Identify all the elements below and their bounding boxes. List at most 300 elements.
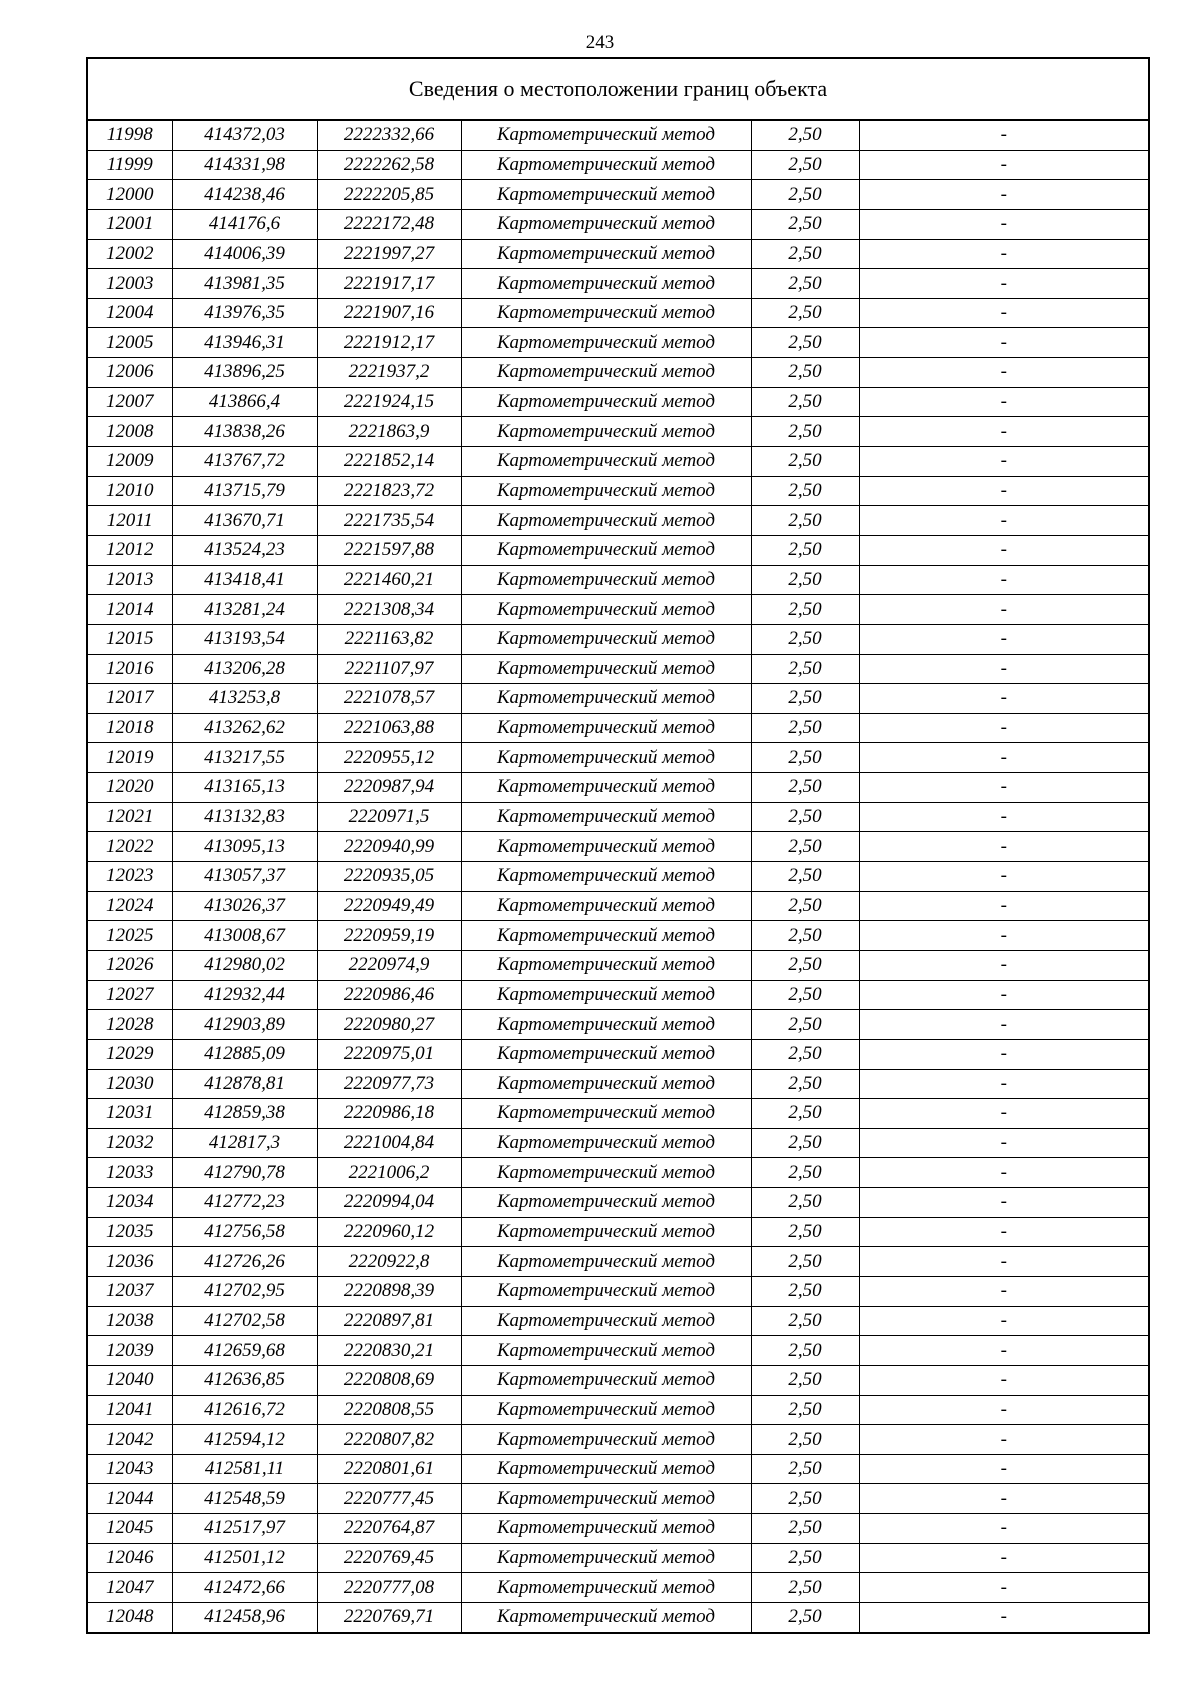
cell-description: -	[859, 120, 1149, 150]
table-row	[87, 684, 1149, 714]
cell-accuracy: 2,50	[751, 684, 859, 714]
table-row	[87, 180, 1149, 210]
cell-point-number: 12042	[87, 1425, 172, 1455]
cell-point-number: 12043	[87, 1454, 172, 1484]
cell-point-number: 12007	[87, 387, 172, 417]
cell-coord-y: 2220769,71	[317, 1603, 461, 1633]
cell-coord-y: 2220980,27	[317, 1010, 461, 1040]
cell-accuracy: 2,50	[751, 1365, 859, 1395]
table-row	[87, 1425, 1149, 1455]
cell-method: Картометрический метод	[461, 209, 751, 239]
table-row	[87, 1276, 1149, 1306]
cell-accuracy: 2,50	[751, 417, 859, 447]
cell-point-number: 12016	[87, 654, 172, 684]
cell-coord-x: 413418,41	[172, 565, 317, 595]
cell-method: Картометрический метод	[461, 1336, 751, 1366]
table-row	[87, 1543, 1149, 1573]
cell-accuracy: 2,50	[751, 328, 859, 358]
cell-accuracy: 2,50	[751, 980, 859, 1010]
cell-accuracy: 2,50	[751, 209, 859, 239]
cell-accuracy: 2,50	[751, 1039, 859, 1069]
cell-method: Картометрический метод	[461, 595, 751, 625]
table-row	[87, 1484, 1149, 1514]
cell-coord-y: 2221597,88	[317, 535, 461, 565]
cell-method: Картометрический метод	[461, 950, 751, 980]
section-title: Сведения о местоположении границ объекта	[87, 58, 1149, 120]
table-row	[87, 921, 1149, 951]
cell-description: -	[859, 565, 1149, 595]
cell-coord-x: 412980,02	[172, 950, 317, 980]
cell-accuracy: 2,50	[751, 862, 859, 892]
cell-method: Картометрический метод	[461, 1365, 751, 1395]
cell-coord-x: 413253,8	[172, 684, 317, 714]
cell-accuracy: 2,50	[751, 447, 859, 477]
cell-description: -	[859, 1514, 1149, 1544]
cell-coord-y: 2222262,58	[317, 150, 461, 180]
cell-method: Картометрический метод	[461, 298, 751, 328]
cell-coord-x: 412859,38	[172, 1099, 317, 1129]
cell-coord-x: 413670,71	[172, 506, 317, 536]
cell-point-number: 12013	[87, 565, 172, 595]
cell-description: -	[859, 1010, 1149, 1040]
table-row	[87, 891, 1149, 921]
table-row	[87, 1069, 1149, 1099]
cell-coord-x: 412903,89	[172, 1010, 317, 1040]
table-row	[87, 802, 1149, 832]
cell-coord-x: 413976,35	[172, 298, 317, 328]
cell-point-number: 12028	[87, 1010, 172, 1040]
cell-description: -	[859, 773, 1149, 803]
cell-accuracy: 2,50	[751, 298, 859, 328]
cell-method: Картометрический метод	[461, 1514, 751, 1544]
cell-description: -	[859, 239, 1149, 269]
cell-method: Картометрический метод	[461, 1069, 751, 1099]
cell-coord-x: 414006,39	[172, 239, 317, 269]
cell-coord-x: 414331,98	[172, 150, 317, 180]
table-row	[87, 387, 1149, 417]
table-row	[87, 1039, 1149, 1069]
cell-accuracy: 2,50	[751, 506, 859, 536]
cell-coord-y: 2221924,15	[317, 387, 461, 417]
cell-accuracy: 2,50	[751, 1188, 859, 1218]
cell-coord-x: 413132,83	[172, 802, 317, 832]
table-row	[87, 120, 1149, 150]
cell-accuracy: 2,50	[751, 950, 859, 980]
cell-description: -	[859, 832, 1149, 862]
cell-coord-x: 413206,28	[172, 654, 317, 684]
cell-coord-x: 412458,96	[172, 1603, 317, 1633]
cell-description: -	[859, 447, 1149, 477]
cell-description: -	[859, 1365, 1149, 1395]
cell-accuracy: 2,50	[751, 150, 859, 180]
cell-coord-x: 412772,23	[172, 1188, 317, 1218]
cell-accuracy: 2,50	[751, 1454, 859, 1484]
cell-coord-y: 2220801,61	[317, 1454, 461, 1484]
cell-description: -	[859, 1603, 1149, 1633]
cell-accuracy: 2,50	[751, 1543, 859, 1573]
cell-coord-y: 2221917,17	[317, 269, 461, 299]
cell-method: Картометрический метод	[461, 180, 751, 210]
cell-accuracy: 2,50	[751, 1514, 859, 1544]
cell-point-number: 12009	[87, 447, 172, 477]
cell-point-number: 12026	[87, 950, 172, 980]
table-row	[87, 506, 1149, 536]
cell-accuracy: 2,50	[751, 1247, 859, 1277]
cell-coord-y: 2220897,81	[317, 1306, 461, 1336]
cell-method: Картометрический метод	[461, 1573, 751, 1603]
cell-method: Картометрический метод	[461, 506, 751, 536]
cell-coord-x: 412501,12	[172, 1543, 317, 1573]
cell-point-number: 12033	[87, 1158, 172, 1188]
cell-coord-y: 2220807,82	[317, 1425, 461, 1455]
table-row	[87, 476, 1149, 506]
cell-description: -	[859, 921, 1149, 951]
cell-coord-x: 412702,58	[172, 1306, 317, 1336]
cell-coord-y: 2220922,8	[317, 1247, 461, 1277]
cell-method: Картометрический метод	[461, 1425, 751, 1455]
cell-description: -	[859, 1425, 1149, 1455]
cell-coord-y: 2221460,21	[317, 565, 461, 595]
cell-coord-y: 2221063,88	[317, 713, 461, 743]
cell-accuracy: 2,50	[751, 1069, 859, 1099]
cell-coord-x: 413026,37	[172, 891, 317, 921]
cell-accuracy: 2,50	[751, 921, 859, 951]
cell-coord-x: 413095,13	[172, 832, 317, 862]
cell-coord-y: 2221006,2	[317, 1158, 461, 1188]
cell-method: Картометрический метод	[461, 1247, 751, 1277]
cell-description: -	[859, 417, 1149, 447]
cell-point-number: 12012	[87, 535, 172, 565]
cell-coord-x: 412885,09	[172, 1039, 317, 1069]
cell-coord-y: 2220994,04	[317, 1188, 461, 1218]
cell-method: Картометрический метод	[461, 417, 751, 447]
cell-coord-x: 412581,11	[172, 1454, 317, 1484]
cell-coord-y: 2222205,85	[317, 180, 461, 210]
cell-description: -	[859, 1276, 1149, 1306]
cell-coord-x: 412594,12	[172, 1425, 317, 1455]
cell-method: Картометрический метод	[461, 1158, 751, 1188]
cell-point-number: 12023	[87, 862, 172, 892]
cell-method: Картометрический метод	[461, 387, 751, 417]
cell-coord-y: 2220777,45	[317, 1484, 461, 1514]
cell-method: Картометрический метод	[461, 1010, 751, 1040]
cell-accuracy: 2,50	[751, 565, 859, 595]
cell-description: -	[859, 684, 1149, 714]
cell-coord-x: 413866,4	[172, 387, 317, 417]
cell-method: Картометрический метод	[461, 1543, 751, 1573]
cell-accuracy: 2,50	[751, 358, 859, 388]
cell-coord-y: 2221912,17	[317, 328, 461, 358]
table-row	[87, 713, 1149, 743]
table-row	[87, 358, 1149, 388]
table-row	[87, 447, 1149, 477]
cell-description: -	[859, 535, 1149, 565]
cell-coord-x: 413262,62	[172, 713, 317, 743]
cell-point-number: 12017	[87, 684, 172, 714]
cell-description: -	[859, 802, 1149, 832]
cell-description: -	[859, 1573, 1149, 1603]
cell-method: Картометрический метод	[461, 476, 751, 506]
cell-description: -	[859, 1247, 1149, 1277]
cell-coord-x: 413193,54	[172, 624, 317, 654]
cell-coord-x: 414238,46	[172, 180, 317, 210]
cell-point-number: 12018	[87, 713, 172, 743]
cell-coord-y: 2220898,39	[317, 1276, 461, 1306]
cell-coord-x: 413165,13	[172, 773, 317, 803]
cell-coord-x: 412878,81	[172, 1069, 317, 1099]
table-row	[87, 1128, 1149, 1158]
cell-coord-x: 412756,58	[172, 1217, 317, 1247]
cell-coord-y: 2221004,84	[317, 1128, 461, 1158]
cell-method: Картометрический метод	[461, 832, 751, 862]
cell-coord-x: 412817,3	[172, 1128, 317, 1158]
cell-description: -	[859, 387, 1149, 417]
cell-method: Картометрический метод	[461, 565, 751, 595]
cell-coord-x: 414372,03	[172, 120, 317, 150]
cell-method: Картометрический метод	[461, 624, 751, 654]
cell-method: Картометрический метод	[461, 1454, 751, 1484]
cell-point-number: 12029	[87, 1039, 172, 1069]
cell-coord-x: 412790,78	[172, 1158, 317, 1188]
cell-coord-x: 412517,97	[172, 1514, 317, 1544]
cell-coord-y: 2222172,48	[317, 209, 461, 239]
cell-accuracy: 2,50	[751, 802, 859, 832]
cell-point-number: 12001	[87, 209, 172, 239]
cell-method: Картометрический метод	[461, 1188, 751, 1218]
cell-coord-y: 2220977,73	[317, 1069, 461, 1099]
cell-description: -	[859, 1484, 1149, 1514]
cell-accuracy: 2,50	[751, 1010, 859, 1040]
table-row	[87, 950, 1149, 980]
cell-accuracy: 2,50	[751, 595, 859, 625]
cell-accuracy: 2,50	[751, 535, 859, 565]
cell-coord-x: 412636,85	[172, 1365, 317, 1395]
cell-coord-y: 2220959,19	[317, 921, 461, 951]
table-row	[87, 150, 1149, 180]
cell-accuracy: 2,50	[751, 180, 859, 210]
cell-accuracy: 2,50	[751, 624, 859, 654]
table-row	[87, 595, 1149, 625]
cell-method: Картометрический метод	[461, 358, 751, 388]
cell-description: -	[859, 980, 1149, 1010]
cell-coord-x: 412472,66	[172, 1573, 317, 1603]
cell-description: -	[859, 1039, 1149, 1069]
cell-point-number: 12032	[87, 1128, 172, 1158]
cell-point-number: 12046	[87, 1543, 172, 1573]
cell-method: Картометрический метод	[461, 743, 751, 773]
table-row	[87, 1099, 1149, 1129]
cell-method: Картометрический метод	[461, 921, 751, 951]
cell-coord-y: 2220808,69	[317, 1365, 461, 1395]
cell-description: -	[859, 1099, 1149, 1129]
cell-method: Картометрический метод	[461, 1099, 751, 1129]
cell-coord-y: 2221078,57	[317, 684, 461, 714]
cell-description: -	[859, 269, 1149, 299]
table-row	[87, 1010, 1149, 1040]
cell-accuracy: 2,50	[751, 713, 859, 743]
cell-coord-x: 413981,35	[172, 269, 317, 299]
cell-coord-x: 412659,68	[172, 1336, 317, 1366]
cell-accuracy: 2,50	[751, 1128, 859, 1158]
cell-point-number: 12039	[87, 1336, 172, 1366]
table-row	[87, 298, 1149, 328]
cell-point-number: 12035	[87, 1217, 172, 1247]
cell-accuracy: 2,50	[751, 239, 859, 269]
cell-coord-y: 2222332,66	[317, 120, 461, 150]
cell-coord-y: 2221735,54	[317, 506, 461, 536]
cell-point-number: 12010	[87, 476, 172, 506]
cell-point-number: 12006	[87, 358, 172, 388]
cell-coord-y: 2221852,14	[317, 447, 461, 477]
cell-method: Картометрический метод	[461, 1276, 751, 1306]
cell-accuracy: 2,50	[751, 387, 859, 417]
cell-description: -	[859, 1188, 1149, 1218]
cell-coord-y: 2221308,34	[317, 595, 461, 625]
cell-coord-y: 2221163,82	[317, 624, 461, 654]
cell-point-number: 12011	[87, 506, 172, 536]
cell-description: -	[859, 1158, 1149, 1188]
cell-method: Картометрический метод	[461, 713, 751, 743]
table-row	[87, 1365, 1149, 1395]
cell-accuracy: 2,50	[751, 1276, 859, 1306]
page-number: 243	[585, 32, 615, 53]
table-row	[87, 862, 1149, 892]
table-row	[87, 1336, 1149, 1366]
cell-coord-x: 412616,72	[172, 1395, 317, 1425]
cell-method: Картометрический метод	[461, 1484, 751, 1514]
table-row	[87, 565, 1149, 595]
cell-point-number: 12021	[87, 802, 172, 832]
table-row	[87, 654, 1149, 684]
table-row	[87, 1217, 1149, 1247]
cell-description: -	[859, 1336, 1149, 1366]
cell-description: -	[859, 358, 1149, 388]
table-row	[87, 1158, 1149, 1188]
table-row	[87, 1188, 1149, 1218]
cell-description: -	[859, 150, 1149, 180]
cell-coord-y: 2220830,21	[317, 1336, 461, 1366]
cell-point-number: 12044	[87, 1484, 172, 1514]
cell-method: Картометрический метод	[461, 120, 751, 150]
cell-coord-x: 412726,26	[172, 1247, 317, 1277]
cell-accuracy: 2,50	[751, 1573, 859, 1603]
cell-point-number: 12004	[87, 298, 172, 328]
cell-coord-x: 412932,44	[172, 980, 317, 1010]
cell-point-number: 12019	[87, 743, 172, 773]
cell-accuracy: 2,50	[751, 1306, 859, 1336]
cell-coord-y: 2221823,72	[317, 476, 461, 506]
cell-coord-y: 2221997,27	[317, 239, 461, 269]
table-row	[87, 1603, 1149, 1633]
cell-method: Картометрический метод	[461, 239, 751, 269]
cell-coord-y: 2220974,9	[317, 950, 461, 980]
cell-point-number: 11998	[87, 120, 172, 150]
cell-accuracy: 2,50	[751, 269, 859, 299]
cell-method: Картометрический метод	[461, 447, 751, 477]
cell-coord-x: 413281,24	[172, 595, 317, 625]
cell-description: -	[859, 743, 1149, 773]
cell-coord-x: 412702,95	[172, 1276, 317, 1306]
cell-accuracy: 2,50	[751, 1425, 859, 1455]
cell-accuracy: 2,50	[751, 1603, 859, 1633]
cell-accuracy: 2,50	[751, 891, 859, 921]
cell-method: Картометрический метод	[461, 269, 751, 299]
cell-description: -	[859, 180, 1149, 210]
cell-coord-x: 412548,59	[172, 1484, 317, 1514]
cell-method: Картометрический метод	[461, 891, 751, 921]
cell-description: -	[859, 713, 1149, 743]
cell-description: -	[859, 1069, 1149, 1099]
cell-point-number: 12005	[87, 328, 172, 358]
table-row	[87, 624, 1149, 654]
cell-point-number: 12031	[87, 1099, 172, 1129]
cell-accuracy: 2,50	[751, 1395, 859, 1425]
cell-accuracy: 2,50	[751, 832, 859, 862]
cell-method: Картометрический метод	[461, 1128, 751, 1158]
cell-coord-y: 2220764,87	[317, 1514, 461, 1544]
cell-point-number: 12034	[87, 1188, 172, 1218]
cell-method: Картометрический метод	[461, 535, 751, 565]
cell-coord-y: 2220986,18	[317, 1099, 461, 1129]
table-row	[87, 743, 1149, 773]
cell-coord-y: 2220940,99	[317, 832, 461, 862]
cell-coord-y: 2220955,12	[317, 743, 461, 773]
table-title-row	[87, 58, 1149, 120]
cell-description: -	[859, 506, 1149, 536]
table-row	[87, 832, 1149, 862]
cell-accuracy: 2,50	[751, 743, 859, 773]
cell-coord-y: 2220971,5	[317, 802, 461, 832]
cell-point-number: 12002	[87, 239, 172, 269]
cell-coord-y: 2221907,16	[317, 298, 461, 328]
table-row	[87, 417, 1149, 447]
table-row	[87, 328, 1149, 358]
table-row	[87, 980, 1149, 1010]
cell-coord-y: 2220975,01	[317, 1039, 461, 1069]
table-row	[87, 239, 1149, 269]
cell-coord-y: 2221863,9	[317, 417, 461, 447]
cell-method: Картометрический метод	[461, 1306, 751, 1336]
table-row	[87, 1514, 1149, 1544]
cell-coord-y: 2220949,49	[317, 891, 461, 921]
cell-method: Картометрический метод	[461, 654, 751, 684]
cell-description: -	[859, 891, 1149, 921]
table-row	[87, 1573, 1149, 1603]
table-row	[87, 1306, 1149, 1336]
cell-point-number: 12024	[87, 891, 172, 921]
cell-point-number: 12036	[87, 1247, 172, 1277]
cell-description: -	[859, 862, 1149, 892]
cell-point-number: 12041	[87, 1395, 172, 1425]
table-body	[87, 120, 1149, 1633]
cell-accuracy: 2,50	[751, 773, 859, 803]
cell-accuracy: 2,50	[751, 1158, 859, 1188]
cell-coord-x: 413057,37	[172, 862, 317, 892]
cell-method: Картометрический метод	[461, 1217, 751, 1247]
cell-point-number: 12022	[87, 832, 172, 862]
cell-description: -	[859, 328, 1149, 358]
cell-accuracy: 2,50	[751, 476, 859, 506]
cell-method: Картометрический метод	[461, 1039, 751, 1069]
cell-point-number: 12040	[87, 1365, 172, 1395]
table-row	[87, 1247, 1149, 1277]
table-row	[87, 773, 1149, 803]
cell-coord-y: 2220769,45	[317, 1543, 461, 1573]
cell-method: Картометрический метод	[461, 1395, 751, 1425]
cell-point-number: 12038	[87, 1306, 172, 1336]
table-row	[87, 1395, 1149, 1425]
table-row	[87, 535, 1149, 565]
